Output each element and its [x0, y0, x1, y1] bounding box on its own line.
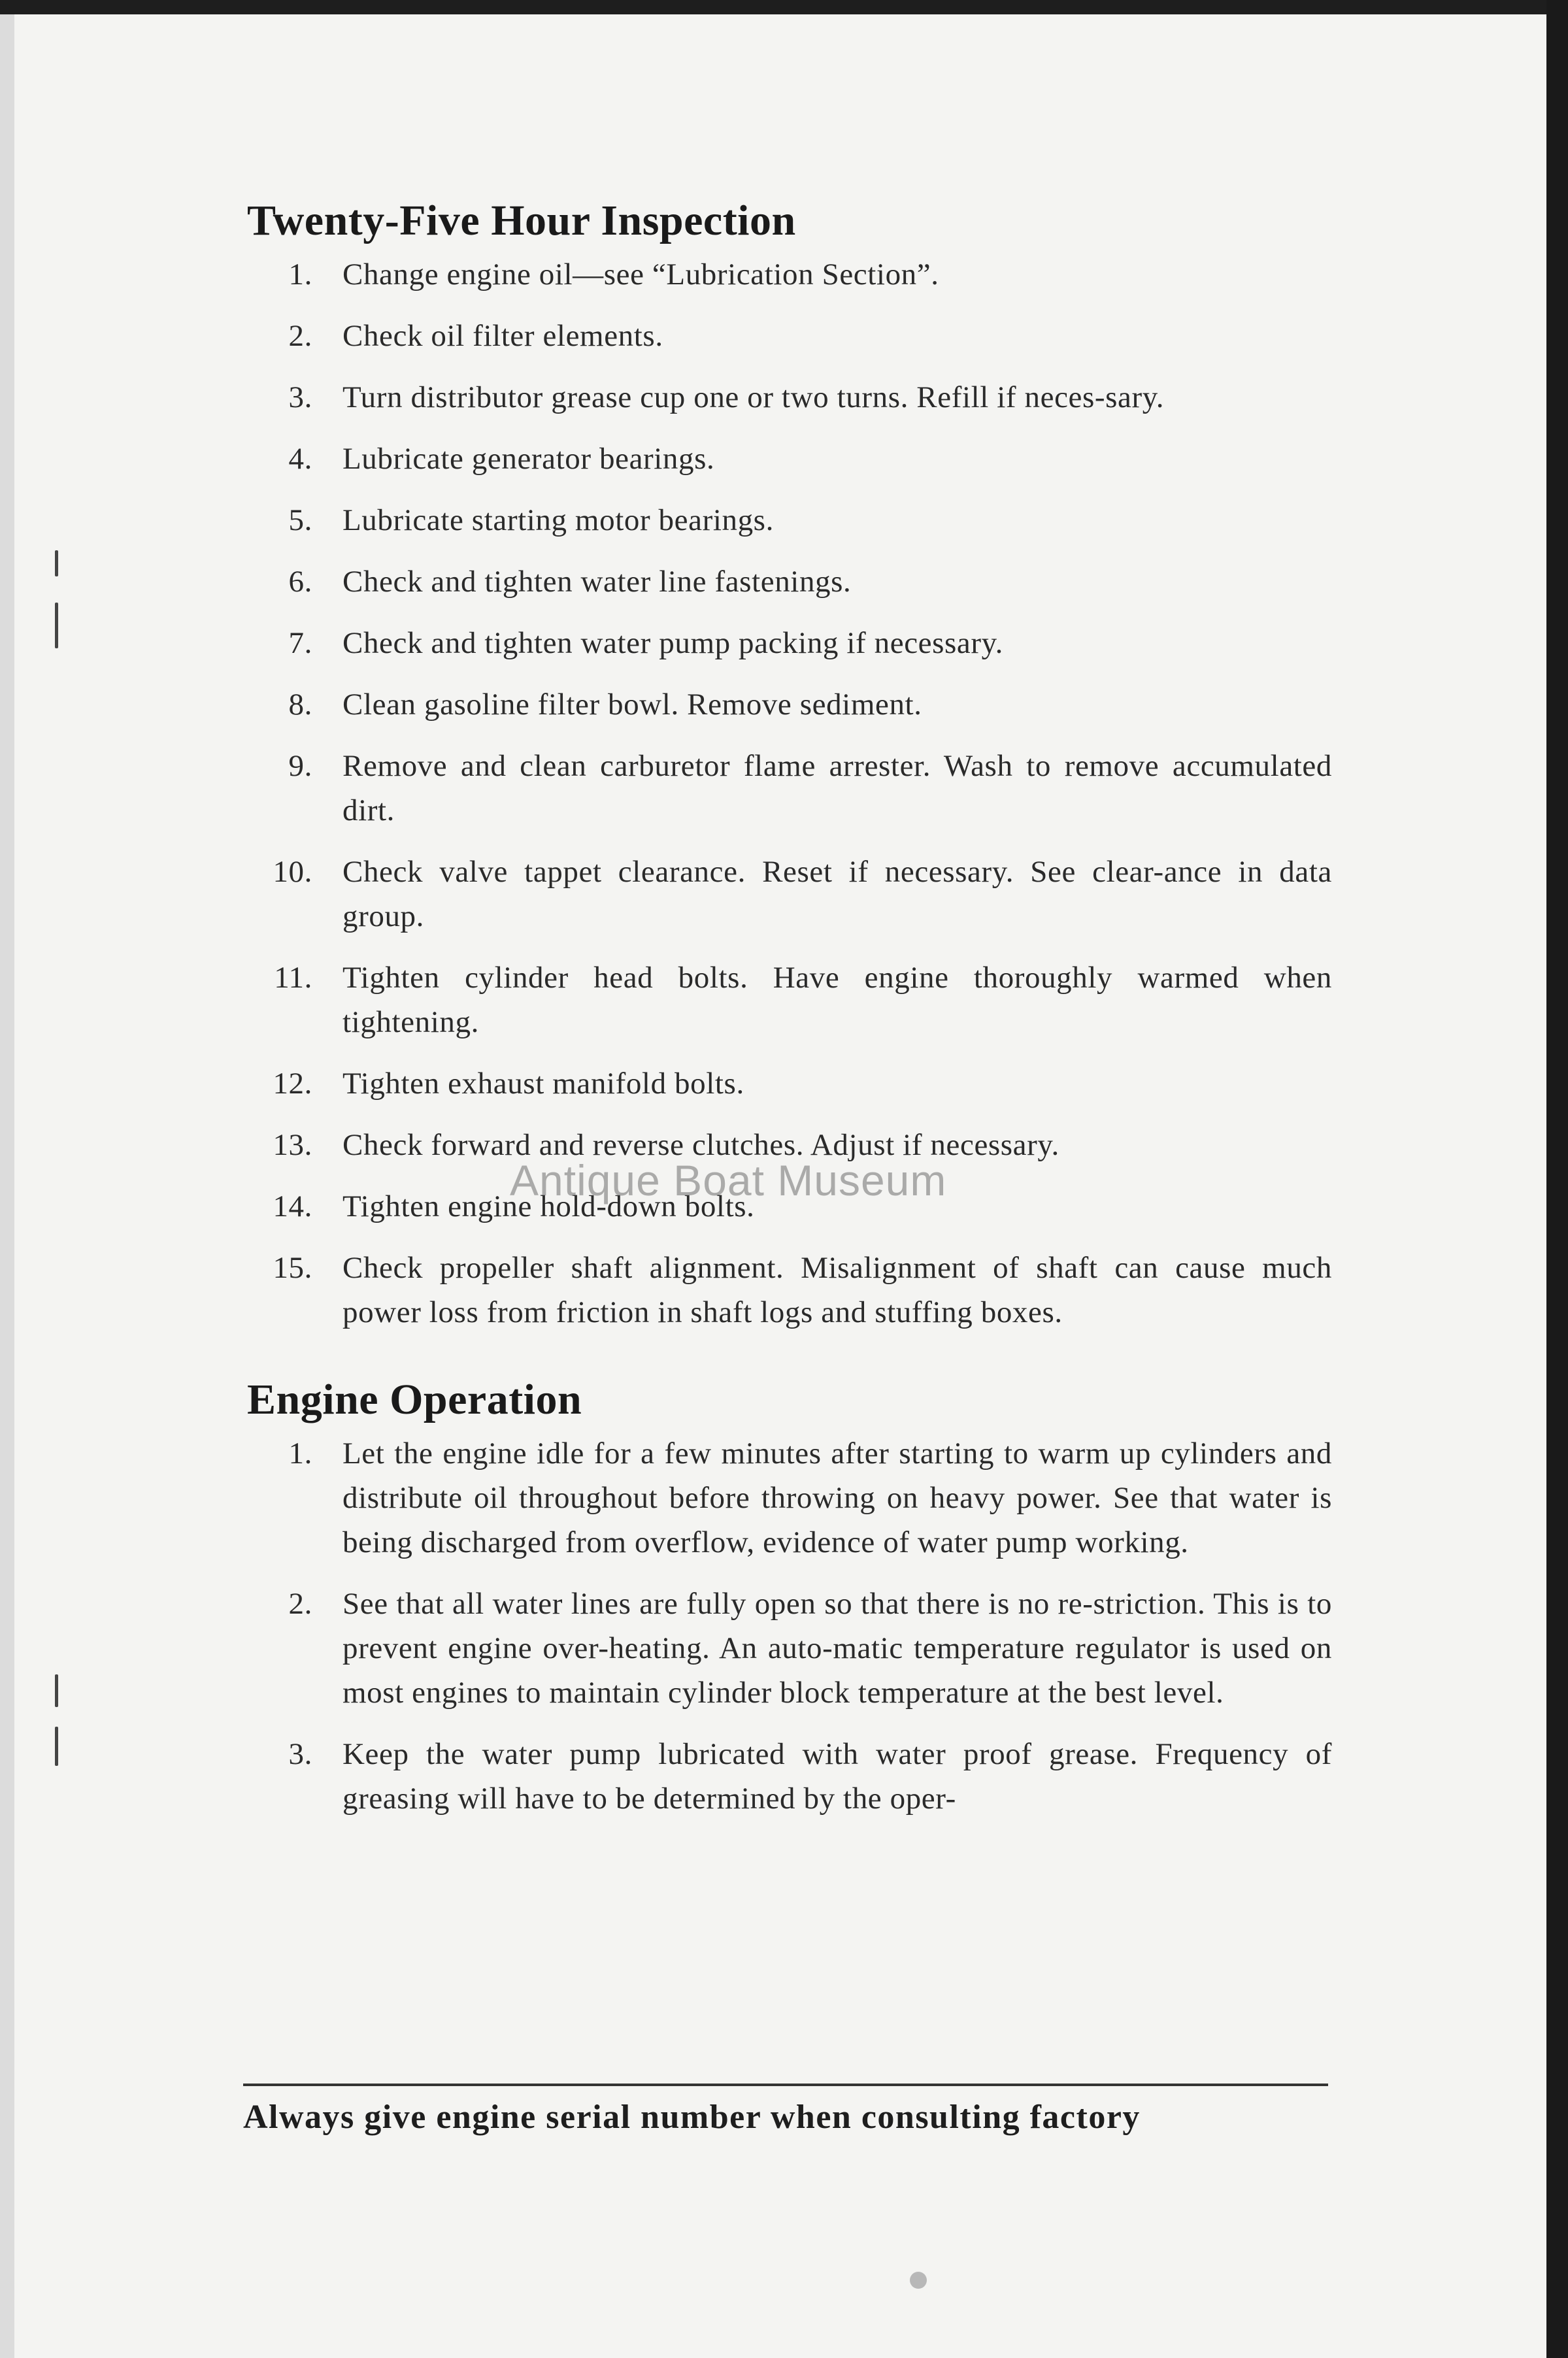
list-item [247, 314, 1332, 358]
margin-mark [55, 603, 58, 648]
step-number: 7. [288, 626, 312, 660]
list-item [247, 1732, 1332, 1821]
step-number: 6. [288, 565, 312, 599]
step-text: Check and tighten water line fastenings. [342, 565, 852, 599]
step-number: 3. [288, 1737, 312, 1771]
step-text: Tighten exhaust manifold bolts. [342, 1067, 744, 1101]
step-text: See that all water lines are fully open so that there is no re-striction. This is to prevent engine over-heating. An auto-matic temperature regulator is used on most engines to maintain cylinder block temperature at the best level. [342, 1587, 1332, 1710]
step-number: 2. [288, 319, 312, 353]
step-number: 15. [273, 1251, 312, 1285]
list-item [247, 437, 1332, 481]
list-item [247, 252, 1332, 297]
watermark: Antique Boat Museum [510, 1156, 947, 1204]
list-item [247, 375, 1332, 420]
step-text: Check forward and reverse clutches. Adjust if necessary. [342, 1128, 1059, 1162]
step-text: Check oil filter elements. [342, 319, 663, 353]
step-text: Let the engine idle for a few minutes after starting to warm up cylinders and distribute oil throughout before throwing on heavy power. See that water is being discharged from overflow, evidence of water pump working. [342, 1436, 1332, 1559]
step-text: Check valve tappet clearance. Reset if necessary. See clear-ance in data group. [342, 855, 1332, 933]
section-title: Twenty-Five Hour Inspection [247, 197, 796, 244]
step-text: Turn distributor grease cup one or two turns. Refill if neces-sary. [342, 380, 1165, 414]
step-number: 12. [273, 1067, 312, 1101]
step-number: 1. [288, 257, 312, 291]
step-text: Tighten cylinder head bolts. Have engine thoroughly warmed when tightening. [342, 961, 1332, 1039]
list-item [247, 1061, 1332, 1106]
step-text: Lubricate generator bearings. [342, 442, 715, 476]
step-text: Clean gasoline filter bowl. Remove sediment. [342, 688, 922, 722]
step-text: Remove and clean carburetor flame arrester. Wash to remove accumulated dirt. [342, 749, 1332, 827]
footer-divider [243, 2084, 1328, 2086]
step-text: Change engine oil—see “Lubrication Section”. [342, 257, 939, 291]
list-item [247, 955, 1332, 1044]
section-title: Engine Operation [247, 1376, 582, 1423]
margin-mark [55, 1674, 58, 1707]
operation-steps [247, 1431, 1332, 1821]
step-number: 10. [273, 855, 312, 889]
step-number: 5. [288, 503, 312, 537]
margin-mark [55, 550, 58, 576]
list-item [247, 559, 1332, 604]
list-item [247, 744, 1332, 833]
step-number: 3. [288, 380, 312, 414]
page-content [247, 196, 1332, 1838]
footer-note: Always give engine serial number when consulting factory [243, 2099, 1141, 2136]
list-item [247, 1582, 1332, 1715]
step-number: 2. [288, 1587, 312, 1621]
list-item [247, 621, 1332, 665]
list-item [247, 850, 1332, 938]
step-text: Keep the water pump lubricated with water proof grease. Frequency of greasing will have to be determined by the oper- [342, 1737, 1332, 1816]
step-text: Check propeller shaft alignment. Misalignment of shaft can cause much power loss from friction in shaft logs and stuffing boxes. [342, 1251, 1332, 1329]
step-number: 8. [288, 688, 312, 722]
step-number: 4. [288, 442, 312, 476]
step-number: 11. [274, 961, 312, 995]
step-text: Check and tighten water pump packing if necessary. [342, 626, 1004, 660]
list-item [247, 498, 1332, 542]
list-item [247, 1246, 1332, 1335]
binding-hole-mark [910, 2272, 927, 2289]
step-number: 13. [273, 1128, 312, 1162]
step-text: Lubricate starting motor bearings. [342, 503, 774, 537]
step-number: 14. [273, 1189, 312, 1223]
margin-mark [55, 1727, 58, 1766]
section-engine-operation [247, 1375, 1332, 1821]
list-item [247, 1431, 1332, 1565]
list-item [247, 682, 1332, 727]
step-number: 9. [288, 749, 312, 783]
step-number: 1. [288, 1436, 312, 1470]
scan-right-edge [1546, 0, 1568, 2358]
step-text: Tighten engine hold-down bolts. [342, 1189, 755, 1223]
